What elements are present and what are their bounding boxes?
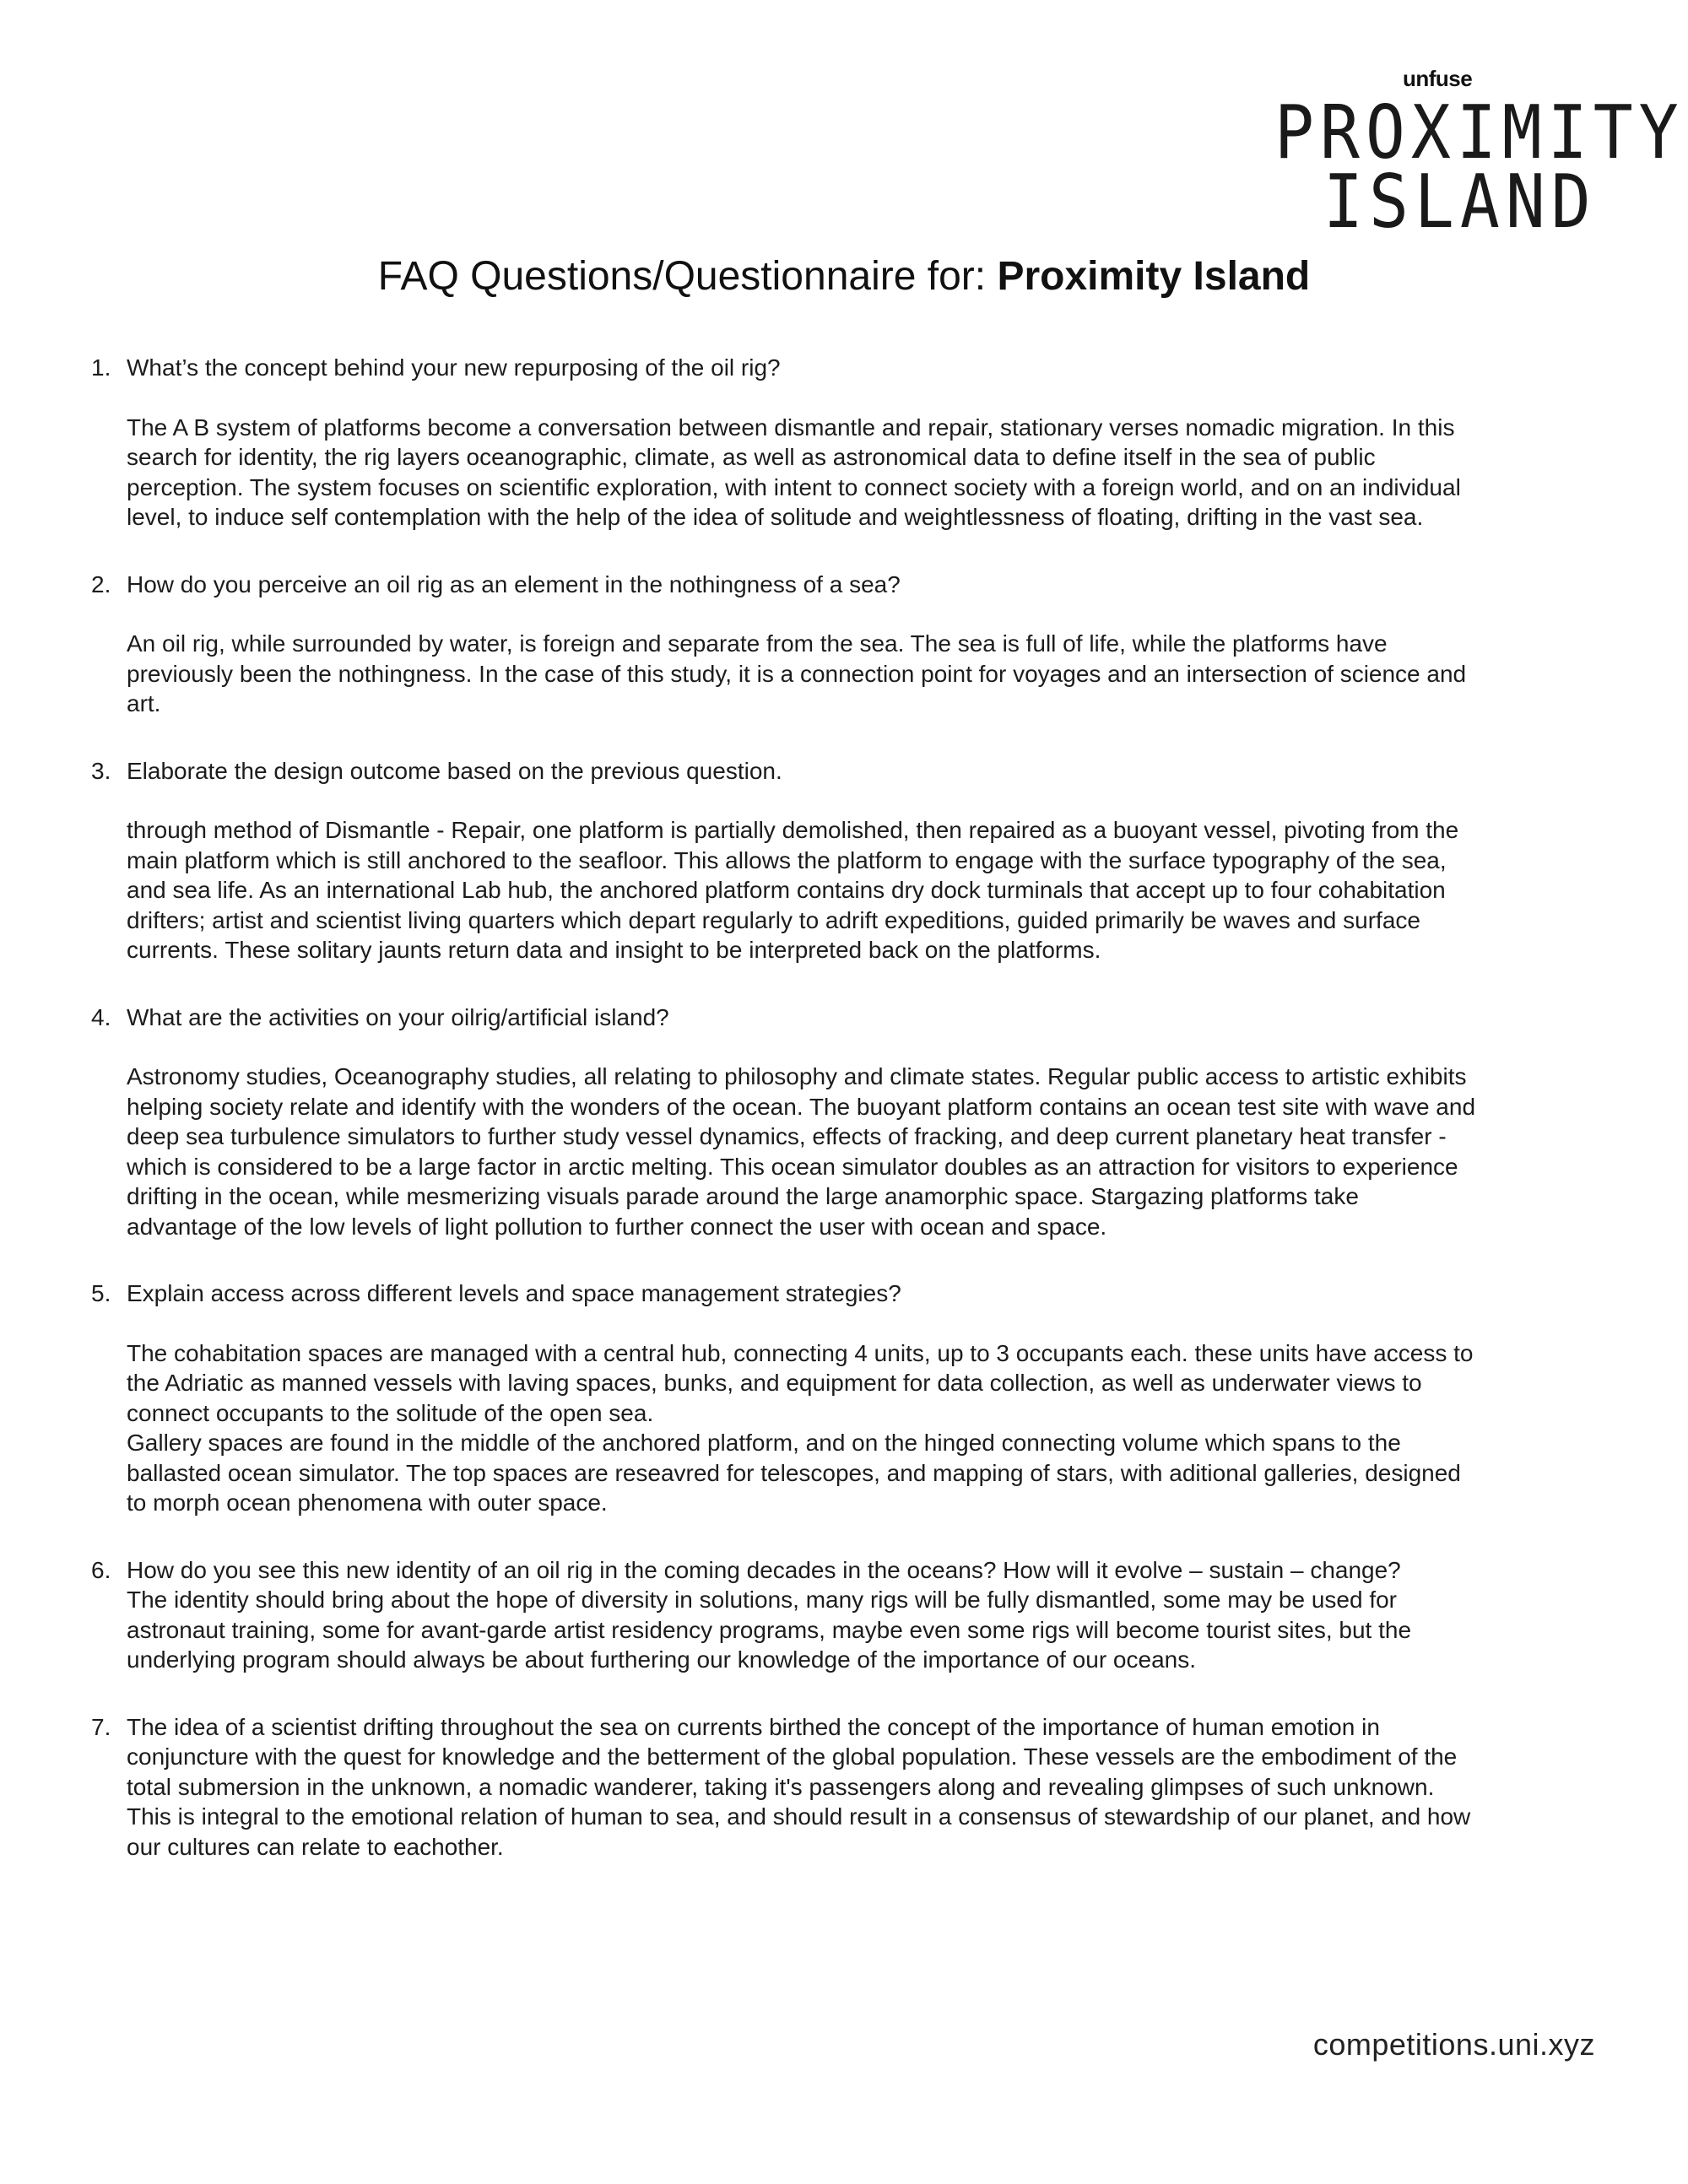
page-title xyxy=(0,251,1688,302)
proximity-island-logo xyxy=(1182,66,1685,246)
faq-item xyxy=(91,1279,1475,1518)
faq-question: How do you perceive an oil rig as an element in the nothingness of a sea? xyxy=(127,570,901,597)
faq-number: 5. xyxy=(91,1280,111,1306)
faq-number: 2. xyxy=(91,570,111,597)
faq-number: 7. xyxy=(91,1713,111,1740)
faq-question: The idea of a scientist drifting throughout the sea on currents birthed the concept of the importance of human emotion in conjuncture with the quest for knowledge and the betterment of the global population. These vessels are the embodiment of the total submersion in the unknown, a nomadic wanderer, taking it's passengers along and revealing glimpses of such unknown. This is integral to the emotional relation of human to sea, and should result in a consensus of stewardship of our planet, and how our cultures can relate to eachother. xyxy=(127,1713,1471,1860)
faq-answer: Astronomy studies, Oceanography studies, all relating to philosophy and climate states. Regular public access to artistic exhibits helping society relate and identify with the wonders of the ocean. The buoyant platform contains an ocean test site with wave and deep sea turbulence simulators to further study vessel dynamics, effects of fracking, and deep current planetary heat transfer - which is considered to be a large factor in arctic melting. This ocean simulator doubles as an attraction for visitors to experience drifting in the ocean, while mesmerizing visuals parade around the large anamorphic space. Stargazing platforms take advantage of the low levels of light pollution to further connect the user with ocean and space. xyxy=(127,1063,1476,1240)
logo-brand: unfuse xyxy=(1403,66,1473,91)
faq-number: 3. xyxy=(91,757,111,784)
faq-answer-continued: Gallery spaces are found in the middle of the anchored platform, and on the hinged connecting volume which spans to the ballasted ocean simulator. The top spaces are reseavred for telescopes, and mapping of stars, with aditional galleries, designed to morph ocean phenomena with outer space. xyxy=(127,1430,1461,1516)
faq-item xyxy=(91,756,1475,965)
faq-item xyxy=(91,570,1475,719)
faq-question: Explain access across different levels and space management strategies? xyxy=(127,1280,901,1306)
faq-number: 6. xyxy=(91,1556,111,1583)
faq-number: 1. xyxy=(91,354,111,381)
faq-answer: An oil rig, while surrounded by water, is foreign and separate from the sea. The sea is full of life, while the platforms have previously been the nothingness. In the case of this study, it is a connection point for voyages and an intersection of science and art. xyxy=(127,630,1467,716)
faq-item xyxy=(91,1555,1475,1675)
faq-answer: The cohabitation spaces are managed with a central hub, connecting 4 units, up to 3 occupants each. these units have access to the Adriatic as manned vessels with laving spaces, bunks, and equipment for data collection, as well as underwater views to connect occupants to the solitude of the open sea. xyxy=(127,1339,1474,1426)
faq-item xyxy=(91,1003,1475,1242)
logo-line-2: ISLAND xyxy=(1323,159,1597,246)
faq-number: 4. xyxy=(91,1003,111,1030)
faq-answer: through method of Dismantle - Repair, one platform is partially demolished, then repaired as a buoyant vessel, pivoting from the main platform which is still anchored to the seafloor. This allows the platform to engage with the surface typography of the sea, and sea life. As an international Lab hub, the anchored platform contains dry dock turminals that accept up to four cohabitation drifters; artist and scientist living quarters which depart regularly to adrift expeditions, guided primarily be waves and surface currents. These solitary jaunts return data and insight to be interpreted back on the platforms. xyxy=(127,817,1459,963)
logo-line-1: PROXIMITY xyxy=(1274,90,1685,176)
faq-answer: The identity should bring about the hope of diversity in solutions, many rigs will be fully dismantled, some may be used for astronaut training, some for avant-garde artist residency programs, maybe even some rigs will become tourist sites, but the underlying program should always be about furthering our knowledge of the importance of our oceans. xyxy=(127,1587,1412,1673)
faq-item xyxy=(91,1712,1475,1862)
faq-list xyxy=(91,353,1475,1862)
faq-question: How do you see this new identity of an oil rig in the coming decades in the oceans? How will it evolve – sustain – change? xyxy=(127,1556,1401,1583)
faq-question: Elaborate the design outcome based on the previous question. xyxy=(127,757,782,784)
title-prefix: FAQ Questions/Questionnaire for: xyxy=(377,254,998,299)
faq-item xyxy=(91,353,1475,532)
faq-question: What’s the concept behind your new repurposing of the oil rig? xyxy=(127,354,781,381)
footer-url: competitions.uni.xyz xyxy=(1312,2027,1595,2062)
title-bold: Proximity Island xyxy=(997,254,1311,299)
faq-question: What are the activities on your oilrig/artificial island? xyxy=(127,1003,669,1030)
faq-answer: The A B system of platforms become a conversation between dismantle and repair, stationary verses nomadic migration. In this search for identity, the rig layers oceanographic, climate, as well as astronomical data to define itself in the sea of public perception. The system focuses on scientific exploration, with intent to connect society with a foreign world, and on an individual level, to induce self contemplation with the help of the idea of solitude and weightlessness of floating, drifting in the vast sea. xyxy=(127,414,1461,530)
